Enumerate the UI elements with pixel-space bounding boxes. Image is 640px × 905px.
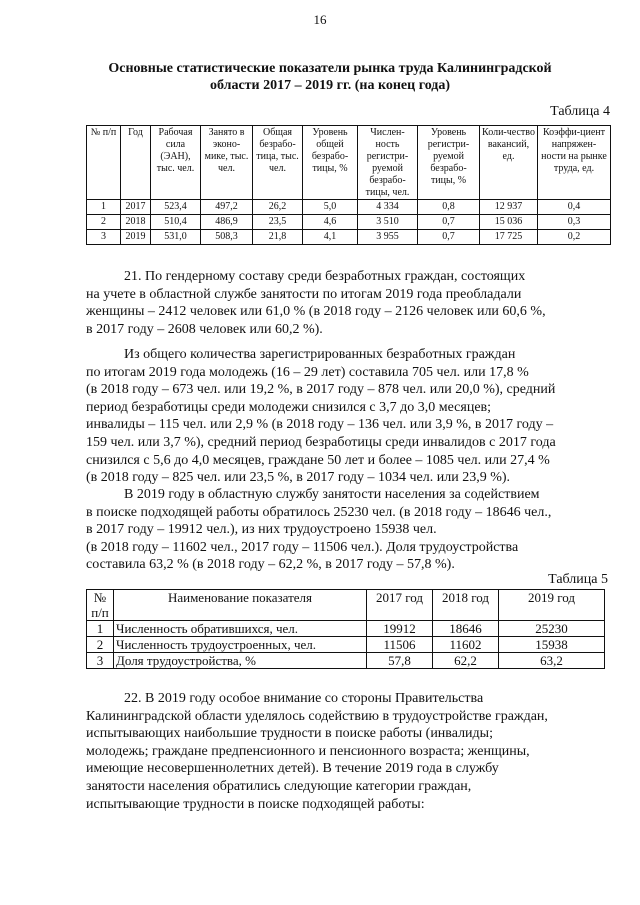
- page-number: 16: [313, 12, 327, 27]
- table-cell: 25230: [499, 621, 605, 637]
- table-cell: 2: [87, 215, 121, 230]
- table-cell: 19912: [367, 621, 433, 637]
- table-cell: 1: [87, 621, 114, 637]
- text-line: (в 2018 году – 11602 чел., 2017 году – 11506 чел.). Доля трудоустройства: [86, 539, 519, 555]
- table-cell: 26,2: [253, 200, 303, 215]
- header-cell: Числен-ность регистри-руемой безрабо-тицы, чел.: [358, 126, 418, 200]
- table-cell: 508,3: [201, 230, 253, 245]
- table-cell: 0,7: [418, 230, 480, 245]
- text-line: испытывающие трудности в поиске подходящей работы:: [86, 796, 425, 812]
- table-row: [87, 637, 605, 653]
- text-line: Из общего количества зарегистрированных безработных граждан: [124, 347, 516, 362]
- table-row: [87, 230, 611, 245]
- text-line: Калининградской области уделялось содействию в трудоустройстве граждан,: [86, 708, 548, 724]
- table-cell: 3 510: [358, 215, 418, 230]
- text-line: испытывающих наибольшие трудности в поиске работы (инвалиды;: [86, 726, 493, 742]
- table-row: [87, 200, 611, 215]
- text-line: имеющие несовершеннолетних детей). В течение 2019 года в службу: [86, 761, 499, 777]
- table-cell: 11602: [433, 637, 499, 653]
- table-cell: 18646: [433, 621, 499, 637]
- text-line: снизился с 5,6 до 4,0 месяцев, граждане 50 лет и более – 1085 чел. или 27,4 %: [86, 452, 550, 468]
- text-line: инвалиды – 115 чел. или 2,9 % (в 2018 году – 136 чел. или 3,9 %, в 2017 году –: [86, 417, 554, 433]
- table-row: [87, 215, 611, 230]
- text-line: период безработицы среди молодежи снизился с 3,7 до 3,0 месяцев;: [86, 399, 492, 415]
- text-line: (в 2018 году – 673 чел. или 19,2 %, в 2017 году – 878 чел. или 20,0 %), средний: [86, 382, 556, 398]
- table-cell: Доля трудоустройства, %: [114, 653, 367, 669]
- table-cell: 15 036: [480, 215, 538, 230]
- table-cell: 3: [87, 230, 121, 245]
- header-cell: № п/п: [87, 590, 114, 621]
- table-cell: 1: [87, 200, 121, 215]
- text-line: 21. По гендерному составу среди безработных граждан, состоящих: [124, 269, 526, 284]
- table5-caption: Таблица 5: [548, 572, 608, 587]
- table-cell: 4,6: [303, 215, 358, 230]
- text-line: в 2017 году – 2608 человек или 60,2 %).: [86, 321, 323, 337]
- text-line: молодежь; граждане предпенсионного и пенсионного возраста; женщины,: [86, 743, 530, 759]
- header-cell: Общая безрабо-тица, тыс. чел.: [253, 126, 303, 200]
- header-cell: 2019 год: [499, 590, 605, 621]
- title-line: области 2017 – 2019 гг. (на конец года): [209, 78, 451, 93]
- header-cell: Уровень регистри-руемой безрабо-тицы, %: [418, 126, 480, 200]
- table-cell: 17 725: [480, 230, 538, 245]
- table-cell: 11506: [367, 637, 433, 653]
- table-header-row: [87, 126, 611, 200]
- text-line: женщины – 2412 человек или 61,0 % (в 2018 году – 2126 человек или 60,6 %,: [86, 304, 546, 320]
- table-cell: 2018: [121, 215, 151, 230]
- table-header-row: [87, 590, 605, 621]
- header-cell: Занято в эконо-мике, тыс. чел.: [201, 126, 253, 200]
- table-cell: 3 955: [358, 230, 418, 245]
- table-cell: 57,8: [367, 653, 433, 669]
- table-cell: 62,2: [433, 653, 499, 669]
- table-cell: 63,2: [499, 653, 605, 669]
- table-row: [87, 653, 605, 669]
- text-line: на учете в областной службе занятости по итогам 2019 года преобладали: [86, 286, 522, 302]
- header-cell: 2018 год: [433, 590, 499, 621]
- table-cell: 4 334: [358, 200, 418, 215]
- header-cell: Наименование показателя: [114, 590, 367, 621]
- table-row: [87, 621, 605, 637]
- table-cell: 531,0: [151, 230, 201, 245]
- labor-market-table: [86, 125, 611, 245]
- paragraph-youth: [86, 346, 606, 487]
- header-cell: № п/п: [87, 126, 121, 200]
- text-line: в поиске подходящей работы обратилось 25230 чел. (в 2018 году – 18646 чел.,: [86, 504, 552, 520]
- header-cell: 2017 год: [367, 590, 433, 621]
- table-cell: 3: [87, 653, 114, 669]
- table-cell: 486,9: [201, 215, 253, 230]
- text-line: В 2019 году в областную службу занятости населения за содействием: [124, 487, 540, 502]
- table-cell: Численность трудоустроенных, чел.: [114, 637, 367, 653]
- table-cell: 2019: [121, 230, 151, 245]
- header-cell: Рабочая сила (ЭАН), тыс. чел.: [151, 126, 201, 200]
- text-line: 22. В 2019 году особое внимание со стороны Правительства: [124, 691, 484, 706]
- table-cell: 497,2: [201, 200, 253, 215]
- table-cell: 12 937: [480, 200, 538, 215]
- page-title: [80, 60, 580, 94]
- table-cell: 21,8: [253, 230, 303, 245]
- table-cell: 2: [87, 637, 114, 653]
- table-cell: 23,5: [253, 215, 303, 230]
- text-line: 159 чел. или 3,7 %), средний период безработицы среди инвалидов с 2017 года: [86, 434, 556, 450]
- table4-caption: Таблица 4: [550, 104, 610, 119]
- text-line: составила 63,2 % (в 2018 году – 62,2 %, в 2017 году – 57,8 %).: [86, 557, 455, 573]
- paragraph-21: [86, 268, 606, 338]
- table-cell: 523,4: [151, 200, 201, 215]
- text-line: по итогам 2019 года молодежь (16 – 29 лет) составила 705 чел. или 17,8 %: [86, 364, 529, 380]
- table-cell: 0,3: [538, 215, 611, 230]
- text-line: (в 2018 году – 825 чел. или 23,5 %, в 2017 году – 1034 чел. или 23,9 %).: [86, 470, 511, 486]
- header-cell: Уровень общей безрабо-тицы, %: [303, 126, 358, 200]
- table-cell: 2017: [121, 200, 151, 215]
- text-line: занятости населения обратились следующие категории граждан,: [86, 778, 472, 794]
- table-cell: 0,2: [538, 230, 611, 245]
- title-line: Основные статистические показатели рынка труда Калининградской: [108, 61, 552, 76]
- text-line: в 2017 году – 19912 чел.), из них трудоустроено 15938 чел.: [86, 522, 437, 538]
- header-cell: Коли-чество вакансий, ед.: [480, 126, 538, 200]
- table-cell: 5,0: [303, 200, 358, 215]
- paragraph-2019: [86, 486, 606, 574]
- table-cell: 510,4: [151, 215, 201, 230]
- table-cell: 0,4: [538, 200, 611, 215]
- table-cell: Численность обратившихся, чел.: [114, 621, 367, 637]
- table-cell: 0,7: [418, 215, 480, 230]
- table-cell: 0,8: [418, 200, 480, 215]
- header-cell: Коэффи-циент напряжен-ности на рынке труда, ед.: [538, 126, 611, 200]
- header-cell: Год: [121, 126, 151, 200]
- employment-table: [86, 589, 605, 669]
- table-cell: 15938: [499, 637, 605, 653]
- paragraph-22: [86, 690, 606, 813]
- table-cell: 4,1: [303, 230, 358, 245]
